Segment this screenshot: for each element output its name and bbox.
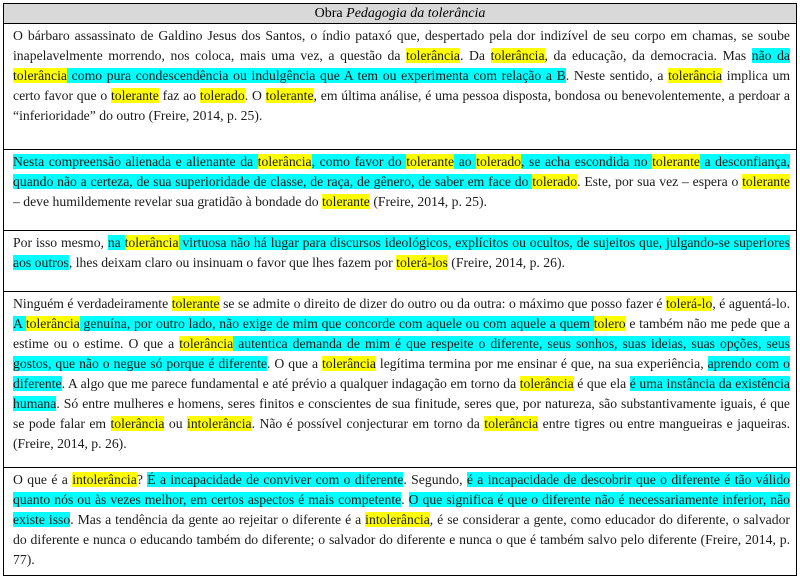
highlight-yellow-term: tolerante [742, 174, 790, 189]
highlight-yellow-term: tolerância [25, 316, 80, 331]
text-segment: legítima termina por me ensinar é que, na sua experiência, [375, 356, 708, 371]
text-segment: . O [244, 88, 266, 103]
highlight-yellow-term: tolerado [532, 174, 578, 189]
header-book-title: Pedagogia da tolerância [346, 6, 486, 21]
text-segment: . Da [459, 48, 491, 63]
highlight-cyan-phrase: A [13, 316, 26, 331]
highlight-yellow-term: tolerância [668, 68, 723, 83]
highlight-cyan-phrase: é uma instância da existência humana [13, 376, 790, 411]
highlight-yellow-term: tolerante [265, 88, 314, 103]
text-segment: faz ao [158, 88, 200, 103]
highlight-cyan-phrase: , se acha escondida no [521, 154, 653, 169]
highlight-cyan-phrase: é a incapacidade de descobrir que o diferente é tão válido quanto nós ou às vezes melhor, em certos aspectos é mais competente [13, 472, 791, 507]
highlight-yellow-term: tolerância [13, 68, 67, 83]
text-segment: , em última análise, é uma pessoa disposta, bondosa ou benevolentemente, a perdoar a “inferioridade” do outro (Freire, 2014, p. 25). [13, 88, 790, 123]
text-segment: . Segundo, [403, 472, 467, 487]
highlight-yellow-term: tolerância [406, 48, 460, 63]
text-segment: . Mas a tendência da gente ao rejeitar o diferente é a [70, 512, 366, 527]
text-segment: , é se considerar a gente, como educador do diferente, o salvador do diferente e nunca o educando também do diferente; o salvador do diferente e nunca o que é também salvo pelo diferente (Freire, 2014, p. 77). [13, 512, 790, 567]
text-segment: . Só entre mulheres e homens, seres finitos e conscientes de sua finitude, seres que, por natureza, são substantivamente iguais, é que se pode falar em [13, 396, 790, 431]
table-header [4, 4, 796, 24]
text-segment: implica um certo favor que o [13, 68, 790, 103]
highlight-yellow-term: intolerância [365, 512, 430, 527]
text-segment: . [401, 492, 409, 507]
text-segment: , é aguentá-lo. [712, 296, 791, 311]
text-segment: O que é a [13, 472, 73, 487]
highlight-cyan-phrase: a desconfiança, quando não a certeza, de sua superioridade de classe, de raça, de gênero, de saber em face do [13, 154, 791, 189]
quote-cell-2 [4, 150, 796, 231]
highlight-cyan-phrase: , como favor do [311, 154, 407, 169]
highlight-yellow-term: tolerante [322, 194, 370, 209]
highlight-cyan-phrase: O que significa é que o diferente não é necessariamente inferior, não existe isso [13, 492, 791, 527]
quote-cell-4 [4, 292, 796, 468]
quote-table [3, 3, 797, 576]
highlight-yellow-term: tolero [593, 316, 626, 331]
highlight-yellow-term: tolerância [322, 356, 376, 371]
quote-cell-5 [4, 468, 796, 576]
text-segment: – deve humildemente revelar sua gratidão à bondade do [13, 194, 322, 209]
text-segment: . A algo que me parece fundamental e até prévio a qualquer indagação em torno da [61, 376, 520, 391]
text-segment: . O que a [267, 356, 322, 371]
highlight-yellow-term: tolerado [476, 154, 522, 169]
highlight-yellow-term: tolerá-lo [665, 296, 713, 311]
highlight-yellow-term: tolerância [179, 336, 234, 351]
header-prefix: Obra [314, 6, 347, 21]
text-segment: O bárbaro assassinato de Galdino Jesus dos Santos, o índio pataxó que, despertado pela dor indizível de seu corpo em chamas, se soube inapelavelmente morrendo, nos coloca, mais uma vez, a questão da [13, 28, 790, 63]
text-segment: (Freire, 2014, p. 25). [369, 194, 487, 209]
highlight-yellow-term: tolerância [484, 416, 539, 431]
highlight-yellow-term: tolerante [652, 154, 700, 169]
highlight-yellow-term: tolerante [406, 154, 455, 169]
highlight-cyan-phrase: Nesta compreensão alienada e alienante da [13, 154, 258, 169]
text-segment: . Este, por sua vez – espera o [577, 174, 743, 189]
highlight-yellow-term: tolerá-los [396, 255, 448, 270]
highlight-yellow-term: tolerado [199, 88, 245, 103]
highlight-cyan-phrase: É a incapacidade de conviver com o diferente [147, 472, 404, 487]
text-segment: se se admite o direito de dizer do outro ou da outra: o máximo que posso fazer é [219, 296, 666, 311]
text-segment: Ninguém é verdadeiramente [13, 296, 172, 311]
text-segment: Por isso mesmo, [13, 235, 108, 250]
text-segment: . Não é possível conjecturar em torno da [251, 416, 485, 431]
text-segment: entre tigres ou entre mangueiras e jaqueiras. (Freire, 2014, p. 26). [13, 416, 790, 451]
highlight-cyan-phrase: genuína, por outro lado, não exige de mim que concorde com aquele ou com aquele a quem [79, 316, 594, 331]
highlight-cyan-phrase: como pura condescendência ou indulgência que A tem ou experimenta com relação a B [66, 68, 566, 83]
highlight-cyan-phrase: na [107, 235, 125, 250]
highlight-cyan-phrase: não da [751, 48, 791, 63]
highlight-cyan-phrase: autentica demanda de mim é que respeite o diferente, seus sonhos, suas ideias, suas opções, seus gostos, que não o negue só porque é diferente [13, 336, 790, 371]
text-segment: e também não me pede que a estime ou o estime. O que a [13, 316, 791, 351]
highlight-yellow-term: tolerância [490, 48, 545, 63]
text-segment: , da educação, da democracia. Mas [544, 48, 752, 63]
highlight-yellow-term: intolerância [72, 472, 137, 487]
text-segment: , lhes deixam claro ou insinuam o favor que lhes fazem por [68, 255, 397, 270]
highlight-cyan-phrase: virtuosa não há lugar para discursos ideológicos, explícitos ou ocultos, de sujeitos que, julgando-se superiores aos outros [13, 235, 791, 270]
highlight-yellow-term: tolerância [110, 416, 165, 431]
highlight-yellow-term: tolerância [519, 376, 574, 391]
highlight-yellow-term: tolerância [124, 235, 179, 250]
text-segment: ou [164, 416, 188, 431]
highlight-cyan-phrase: ao [454, 154, 477, 169]
highlight-yellow-term: tolerância [257, 154, 312, 169]
highlight-cyan-phrase: aprendo com o diferente [13, 356, 790, 391]
quote-cell-1 [4, 24, 796, 150]
text-segment: ? [136, 472, 148, 487]
highlight-yellow-term: tolerante [111, 88, 159, 103]
quote-cell-3 [4, 231, 796, 292]
highlight-yellow-term: tolerante [171, 296, 220, 311]
text-segment: é que ela [573, 376, 630, 391]
text-segment: . Neste sentido, a [565, 68, 669, 83]
highlight-yellow-term: intolerância [187, 416, 252, 431]
text-segment: (Freire, 2014, p. 26). [447, 255, 565, 270]
